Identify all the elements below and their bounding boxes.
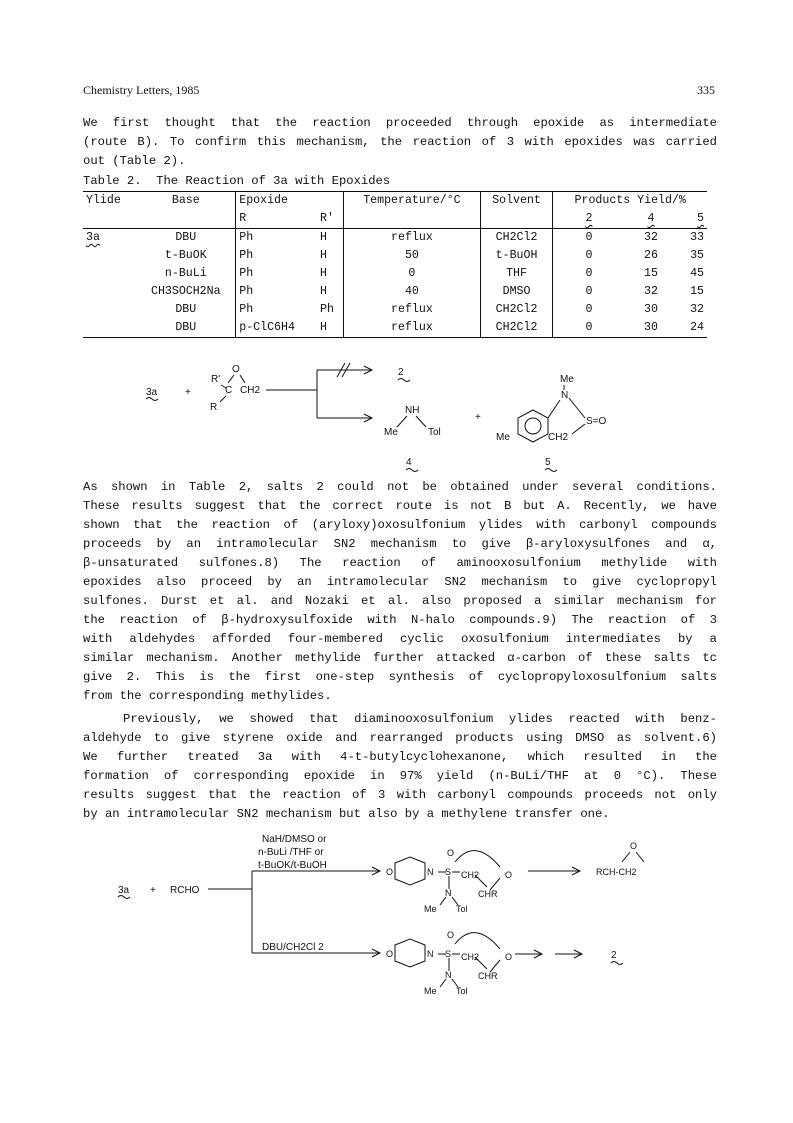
body-line: shown that the reaction of (aryloxy)oxosulfonium ylides with carbonyl compounds [83,518,717,532]
th-temp: Temperature/°C [344,192,480,211]
body2-line: aldehyde to give styrene oxide and rearranged products using DMSO as solvent.6) [83,731,717,745]
s2-s-bottom: S [445,949,452,959]
s2-so-bottom: O [447,930,455,940]
s2-nn-bottom: N [445,970,452,980]
cell-y2: 0 [585,231,593,244]
cell-y2: 0 [585,249,593,262]
s1-me: Me [384,427,398,438]
s2-chr-top: CHR [478,889,498,899]
cell-temp: 50 [404,249,419,262]
cell-solvent: DMSO [502,285,531,298]
th-solvent: Solvent [480,192,553,211]
cell-r: Ph [239,267,254,280]
cell-base: DBU [175,231,197,244]
s1-tol: Tol [428,427,441,438]
cell-ylide: 3a [86,231,100,244]
s2-tol-bottom: Tol [456,986,468,996]
cell-y5: 15 [690,285,704,298]
s2-o-top: O [386,867,394,877]
s2-cond-bottom: DBU/CH2Cl 2 [262,942,324,953]
s2-me-top: Me [424,904,437,914]
cell-y5: 45 [690,267,704,280]
s1-plus: + [185,387,191,398]
intro-line-2: (route B). To confirm this mechanism, the reaction of 3 with epoxides was carried [83,135,717,149]
cell-base: DBU [175,321,197,334]
body-line: give 2. This is the first one-step synthesis of cyclopropyloxosulfonium salts [83,670,717,684]
s1-me-ar: Me [496,432,510,443]
s1-r: R [210,402,218,413]
cell-base: CH3SOCH2Na [150,285,221,298]
s2-oneg-bottom: O [505,952,513,962]
th-ylide: Ylide [83,192,136,211]
cell-r: Ph [239,285,254,298]
cell-base: t-BuOK [164,249,207,262]
th-p2: 2 [585,212,593,225]
cell-temp: reflux [391,321,433,334]
s2-me-bottom: Me [424,986,437,996]
cell-y5: 35 [690,249,704,262]
body-line: similar mechanism. Another methylide further attacked α-carbon of these salts tc [83,651,717,665]
s1-plus2: + [475,412,481,423]
s2-chr-bottom: CHR [478,971,498,981]
cell-rp: H [320,249,327,262]
cell-solvent: CH2Cl2 [495,303,538,316]
s2-n-bottom: N [427,949,434,959]
cell-y4: 32 [644,285,658,298]
page-number: 335 [697,83,715,97]
cell-y4: 15 [644,267,658,280]
s2-product-top: RCH-CH2 [596,867,637,877]
s2-s-top: S [445,867,452,877]
cell-base: n-BuLi [164,267,207,280]
body-line: the reaction of β-hydroxysulfoxide with N-halo compounds.9) The reaction of 3 [83,613,717,627]
th-p5: 5 [697,212,704,225]
cell-r: Ph [239,231,254,244]
s2-ch2-bottom: CH2 [461,952,480,962]
s2-so-top: O [447,848,455,858]
cell-solvent: CH2Cl2 [495,321,538,334]
intro-line-3: out (Table 2). [83,154,186,168]
s2-n-top: N [427,867,434,877]
s2-ch2-top: CH2 [461,870,480,880]
cell-y2: 0 [585,285,593,298]
cell-y5: 24 [690,321,704,334]
s2-o-bottom: O [386,949,394,959]
cell-r: Ph [239,303,254,316]
body-line: epoxides also proceed by an intramolecular SN2 mechanism to give cyclopropyl [83,575,717,589]
cell-y4: 32 [644,231,658,244]
cell-solvent: CH2Cl2 [495,231,538,244]
cell-rp: Ph [320,303,334,316]
s1-label5: 5 [545,457,551,468]
body-line: These results suggest that the correct route is not B but A. Recently, we have [83,499,717,513]
cell-rp: H [320,267,327,280]
cell-y5: 33 [690,231,704,244]
cell-y2: 0 [585,321,593,334]
s1-so: S=O [586,416,607,427]
body2-line: results suggest that the reaction of 3 with carbonyl compounds proceeds not only [83,788,717,802]
s2-reactant: 3a [118,885,130,896]
cell-y2: 0 [585,267,593,280]
cell-base: DBU [175,303,197,316]
cell-y4: 30 [644,321,658,334]
cell-solvent: t-BuOH [495,249,538,262]
th-p4: 4 [647,212,655,225]
cell-temp: 0 [408,267,416,280]
table-caption: Table 2. The Reaction of 3a with Epoxides [83,174,391,188]
s1-nh: NH [405,405,420,416]
th-base: Base [136,192,235,211]
s2-plus: + [150,885,156,896]
s2-cond-top1: NaH/DMSO or [262,834,327,845]
body-line: β-unsaturated sulfones.8) The reaction of aminooxosulfonium methylide with [83,556,717,570]
body-line: from the corresponding methylides. [83,689,332,703]
s2-nn-top: N [445,888,452,898]
s1-o: O [232,364,240,375]
body2-line: by an intramolecular SN2 mechanism but also by a methylene transfer one. [83,807,610,821]
th-products: Products Yield/% [553,192,707,211]
cell-solvent: THF [506,267,527,280]
s1-reactant: 3a [146,387,158,398]
cell-r: Ph [239,249,254,262]
body-line: proceeds by an intramolecular SN2 mechanism to give β-aryloxysulfones and α, [83,537,717,551]
cell-y4: 30 [644,303,658,316]
cell-temp: reflux [391,303,433,316]
cell-r: p-ClC6H4 [239,321,295,334]
th-r: R [236,210,317,229]
body2-line: formation of corresponding epoxide in 97% yield (n-BuLi/THF at 0 °C). These [83,769,717,783]
cell-rp: H [320,321,327,334]
s1-ch2: CH2 [240,385,261,396]
s1-n: N [561,390,569,401]
body-line: sulfones. Durst et al. and Nozaki et al. also proposed a similar mechanism for [83,594,717,608]
body-line: with aldehydes afforded four-membered cyclic oxosulfonium intermediates by a [83,632,717,646]
cell-temp: 40 [404,285,419,298]
intro-line-1: We first thought that the reaction proceeded through epoxide as intermediate [83,116,717,130]
cell-rp: H [320,285,327,298]
body-line: As shown in Table 2, salts 2 could not be obtained under several conditions. [83,480,717,494]
s2-aldehyde: RCHO [170,885,200,896]
s2-tol-top: Tol [456,904,468,914]
cell-rp: H [320,231,327,244]
s1-label4: 4 [406,457,412,468]
cell-temp: reflux [391,231,433,244]
s2-product-bottom: 2 [611,950,617,961]
s2-oneg-top: O [505,870,513,880]
s1-ch2-ring: CH2 [548,432,569,443]
th-rp: R' [317,210,344,229]
s1-c: C [225,385,233,396]
cell-y2: 0 [585,303,593,316]
body2-line: Previously, we showed that diaminooxosulfonium ylides reacted with benz- [123,712,717,726]
s2-cond-top2: n-BuLi /THF or [258,847,324,858]
s2-product-o: O [630,841,638,851]
cell-y5: 32 [690,303,704,316]
s1-rprime: R' [211,374,221,385]
cell-y4: 26 [644,249,658,262]
th-epoxide: Epoxide [236,192,344,211]
s2-cond-top3: t-BuOK/t-BuOH [258,860,327,871]
body2-line: We further treated 3a with 4-t-butylcyclohexanone, which resulted in the [83,750,717,764]
s1-product-top: 2 [398,367,404,378]
s1-me-n: Me [560,374,574,385]
journal-header: Chemistry Letters, 1985 [83,83,200,97]
